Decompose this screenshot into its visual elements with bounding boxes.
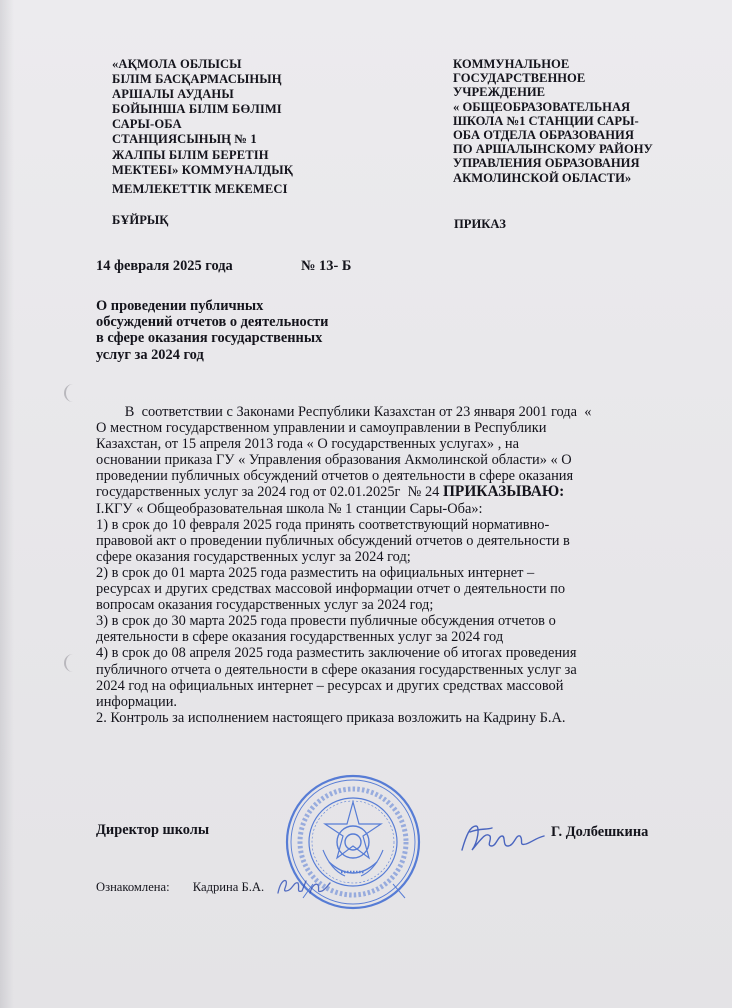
body-line: государственных услуг за 2024 год от 02.01.2025г № 24: [96, 484, 443, 501]
subject-line: в сфере оказания государственных: [96, 330, 323, 347]
header-kazakh-line: СТАНЦИЯСЫНЫҢ № 1: [112, 132, 257, 147]
header-russian-line: ШКОЛА №1 СТАНЦИИ САРЫ-: [453, 113, 639, 128]
header-russian-block: [453, 57, 673, 185]
header-russian-line: ПО АРШАЛЫНСКОМУ РАЙОНУ: [453, 142, 653, 157]
order-keyword: ПРИКАЗЫВАЮ:: [442, 483, 565, 501]
body-line: 4) в срок до 08 апреля 2025 года разместить заключение об итогах проведения: [96, 645, 577, 662]
order-subject: [96, 298, 386, 363]
director-signature: [456, 812, 548, 858]
doc-type-russian: ПРИКАЗ: [454, 217, 506, 231]
header-kazakh-line: АРШАЛЫ АУДАНЫ: [112, 87, 234, 102]
header-russian-line: ОБА ОТДЕЛА ОБРАЗОВАНИЯ: [453, 128, 634, 143]
header-russian-line: УЧРЕЖДЕНИЕ: [453, 85, 546, 100]
body-line: I.КГУ « Общеобразовательная школа № 1 станции Сары-Оба»:: [96, 500, 483, 517]
acknowledgement-signature: [272, 873, 332, 899]
body-line: Казахстан, от 15 апреля 2013 года « О государственных услугах» , на: [96, 436, 519, 453]
body-line: 2024 год на официальных интернет – ресурсах и других средствах массовой: [96, 677, 564, 694]
body-line: 2. Контроль за исполнением настоящего приказа возложить на Кадрину Б.А.: [96, 709, 566, 726]
header-russian-line: УПРАВЛЕНИЯ ОБРАЗОВАНИЯ: [453, 156, 640, 171]
header-kazakh-line: МЕКТЕБІ» КОММУНАЛДЫҚ: [112, 162, 293, 177]
header-kazakh-line: МЕМЛЕКЕТТІК МЕКЕМЕСІ: [112, 181, 288, 196]
subject-line: услуг за 2024 год: [96, 346, 204, 363]
header-russian-line: ГОСУДАРСТВЕННОЕ: [453, 71, 586, 86]
body-line: 1) в срок до 10 февраля 2025 года принять соответствующий нормативно-: [96, 516, 550, 533]
header-kazakh-block: [112, 57, 322, 197]
header-russian-line: « ОБЩЕОБРАЗОВАТЕЛЬНАЯ: [453, 99, 631, 114]
body-line: публичного отчета о деятельности в сфере оказания государственных услуг за: [96, 661, 577, 678]
subject-line: обсуждений отчетов о деятельности: [96, 314, 329, 331]
director-name: Г. Долбешкина: [551, 824, 649, 840]
body-line-with-keyword: [96, 484, 666, 500]
body-line: основании приказа ГУ « Управления образования Акмолинской области» « О: [96, 452, 572, 469]
page-edge-shadow: [0, 0, 14, 1008]
acknowledgement-label: Ознакомлена:: [96, 880, 170, 894]
body-line: правовой акт о проведении публичных обсуждений отчетов о деятельности в: [96, 532, 570, 549]
director-label: Директор школы: [96, 822, 210, 838]
header-kazakh-line: «АҚМОЛА ОБЛЫСЫ: [112, 57, 242, 71]
header-kazakh-line: САРЫ-ОБА: [112, 117, 182, 132]
body-line: ресурсах и других средствах массовой информации отчет о деятельности по: [96, 581, 566, 598]
body-line: 3) в срок до 30 марта 2025 года провести публичные обсуждения отчетов о: [96, 613, 556, 630]
header-kazakh-line: ЖАЛПЫ БІЛІМ БЕРЕТІН: [112, 147, 269, 162]
body-line: В соответствии с Законами Республики Казахстан от 23 января 2001 года «: [96, 404, 592, 420]
order-date: 14 февраля 2025 года: [96, 258, 233, 274]
body-line: О местном государственном управлении и самоуправлении в Республики: [96, 420, 547, 437]
header-kazakh-line: БІЛІМ БАСҚАРМАСЫНЫҢ: [112, 72, 282, 87]
punch-hole-mark: [64, 654, 76, 672]
body-line: 2) в срок до 01 марта 2025 года разместить на официальных интернет –: [96, 564, 535, 581]
header-russian-line: КОММУНАЛЬНОЕ: [453, 57, 570, 71]
acknowledgement-name: Кадрина Б.А.: [192, 880, 265, 894]
punch-hole-mark: [64, 384, 76, 402]
header-russian-line: АКМОЛИНСКОЙ ОБЛАСТИ»: [453, 170, 632, 185]
body-line: информации.: [96, 693, 177, 710]
header-kazakh-line: БОЙЫНША БІЛІМ БӨЛІМІ: [112, 102, 282, 117]
order-body: [96, 404, 666, 726]
body-line: деятельности в сфере оказания государственных услуг за 2024 год: [96, 629, 504, 646]
doc-type-kazakh: БҰЙРЫҚ: [112, 213, 169, 227]
body-line: вопросам оказания государственных услуг за 2024 год;: [96, 597, 434, 614]
body-line: сфере оказания государственных услуг за 2024 год;: [96, 548, 411, 565]
subject-line: О проведении публичных: [96, 298, 264, 314]
body-line: проведении публичных обсуждений отчетов о деятельности в сфере оказания: [96, 468, 574, 485]
acknowledgement: [96, 880, 264, 895]
order-number: № 13- Б: [301, 258, 352, 274]
